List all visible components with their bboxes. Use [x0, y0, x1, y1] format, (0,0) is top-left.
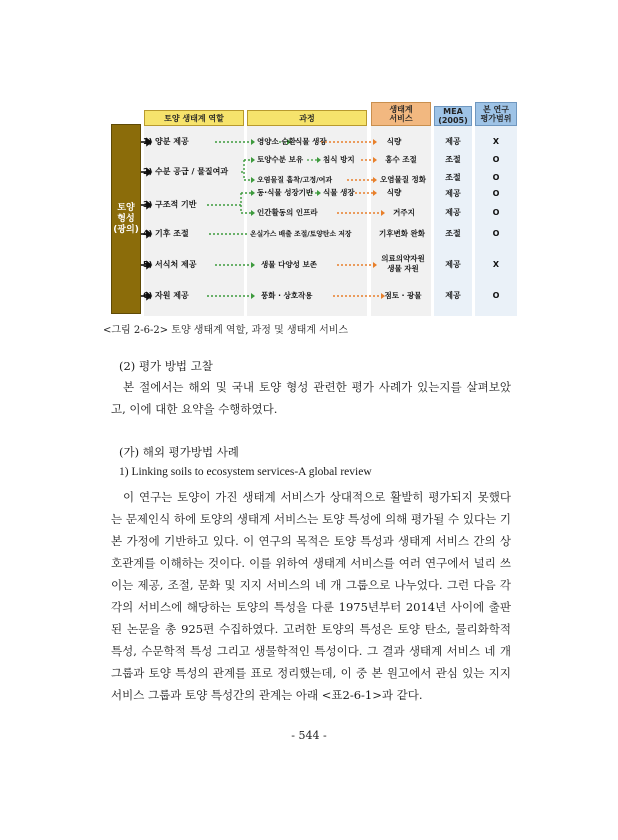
figure-caption: <그림 2-6-2> 토양 생태계 역할, 과정 및 생태계 서비스: [103, 325, 349, 336]
service-habitation: 거주지: [393, 208, 415, 217]
process-pollutant-adsorption: 오염물질 흡착/고정/여과: [257, 176, 333, 184]
scope-row-7: X: [492, 260, 500, 269]
service-food-1: 식량: [386, 137, 402, 146]
header-service: 생태계 서비스: [371, 102, 431, 126]
subsection-heading: (가) 해외 평가방법 사례: [119, 445, 239, 459]
process-growth-base: 동·식물 성장기반: [257, 188, 314, 197]
mea-row-3: 조절: [445, 173, 461, 182]
service-flood-control: 홍수 조절: [385, 155, 417, 164]
scope-row-3: O: [492, 173, 500, 182]
role-structural-base: 3) 구조적 기반: [143, 200, 197, 209]
mea-row-2: 조절: [445, 155, 461, 164]
process-nutrient-cycle: 영양소 순환: [257, 137, 296, 146]
study-title: 1) Linking soils to ecosystem services-A global review: [119, 466, 372, 478]
soil-formation-sidebar: 토양 형성 (광의): [111, 124, 141, 314]
service-bio-resources: 의료의약자원 생물 자원: [381, 254, 425, 273]
service-climate-mitigation: 기후변화 완화: [378, 229, 426, 238]
process-weathering: 풍화 · 상호작용: [261, 291, 313, 300]
scope-row-1: X: [492, 137, 500, 146]
process-plant-growth-2: 식물 생장: [323, 188, 355, 197]
scope-row-2: O: [492, 155, 500, 164]
role-resource-supply: 6) 자원 제공: [143, 291, 189, 300]
process-erosion-prevention: 침식 방지: [323, 155, 355, 164]
role-habitat: 5) 서식처 제공: [143, 260, 197, 269]
scope-row-5: O: [492, 208, 500, 217]
header-mea: MEA (2005): [434, 106, 472, 126]
mea-row-6: 조절: [445, 229, 461, 238]
mea-row-5: 제공: [445, 208, 461, 217]
process-biodiversity: 생물 다양성 보존: [261, 260, 317, 269]
role-climate-regulation: 4) 기후 조절: [143, 229, 189, 238]
mea-row-7: 제공: [445, 260, 461, 269]
service-food-2: 식량: [386, 188, 402, 197]
process-human-infrastructure: 인간활동의 인프라: [257, 208, 318, 217]
scope-row-4: O: [492, 189, 500, 198]
section-heading: (2) 평가 방법 고찰: [119, 359, 213, 373]
role-nutrient-supply: 1) 양분 제공: [143, 137, 189, 146]
header-role: 토양 생태계 역할: [144, 110, 244, 126]
mea-row-8: 제공: [445, 291, 461, 300]
intro-paragraph: 본 절에서는 해외 및 국내 토양 형성 관련한 평가 사례가 있는지를 살펴보았고, 이에 대한 요약을 수행하였다.: [111, 380, 511, 416]
scope-row-6: O: [492, 229, 500, 238]
process-soil-moisture: 토양수분 보유: [257, 155, 304, 164]
header-scope: 본 연구 평가범위: [475, 102, 517, 126]
ecosystem-role-figure: [111, 102, 521, 316]
body-paragraph: 이 연구는 토양이 가진 생태계 서비스가 상대적으로 활발히 평가되지 못했다는 문제인식 하에 토양의 생태계 서비스는 토양 특성에 의해 평가될 수 있다는 기본 가정에 기반하고 있다. 이 연구의 목적은 토양 특성과 생태계 서비스 간의 상호관계를 이해하는 것이다. 이를 위하여 생태계 서비스를 여러 연구에서 널리 쓰이는 제공, 조절, 문화 및 지지 서비스의 네 개 그룹으로 나누었다. 그런 다음 각각의 서비스에 해당하는 토양의 특성을 다룬 1975년부터 2014년 사이에 출판된 논문을 총 925편 수집하였다. 고려한 토양의 특성은 토양 탄소, 물리화학적 특성, 수문학적 특성 그리고 생물학적인 특성이다. 그 결과 생태계 서비스 네 개 그룹과 토양 특성의 관계를 표로 정리했는데, 이 중 본 원고에서 관심 있는 지지 서비스 그룹과 토양 특성간의 관계는 아래 <표2-6-1>과 같다.: [111, 490, 511, 702]
process-plant-growth-1: 식물 생장: [295, 137, 327, 146]
page-number: - 544 -: [291, 729, 327, 742]
mea-row-1: 제공: [445, 137, 461, 146]
scope-row-8: O: [492, 291, 500, 300]
role-water-supply: 2) 수분 공급 / 물질여과: [143, 167, 229, 176]
service-clay-minerals: 점토 · 광물: [384, 291, 422, 300]
header-process: 과정: [247, 110, 367, 126]
process-ghg-carbon: 온실가스 배출 조절/토양탄소 저장: [250, 230, 352, 238]
service-pollutant-purification: 오염물질 정화: [379, 175, 427, 184]
mea-row-4: 제공: [445, 189, 461, 198]
